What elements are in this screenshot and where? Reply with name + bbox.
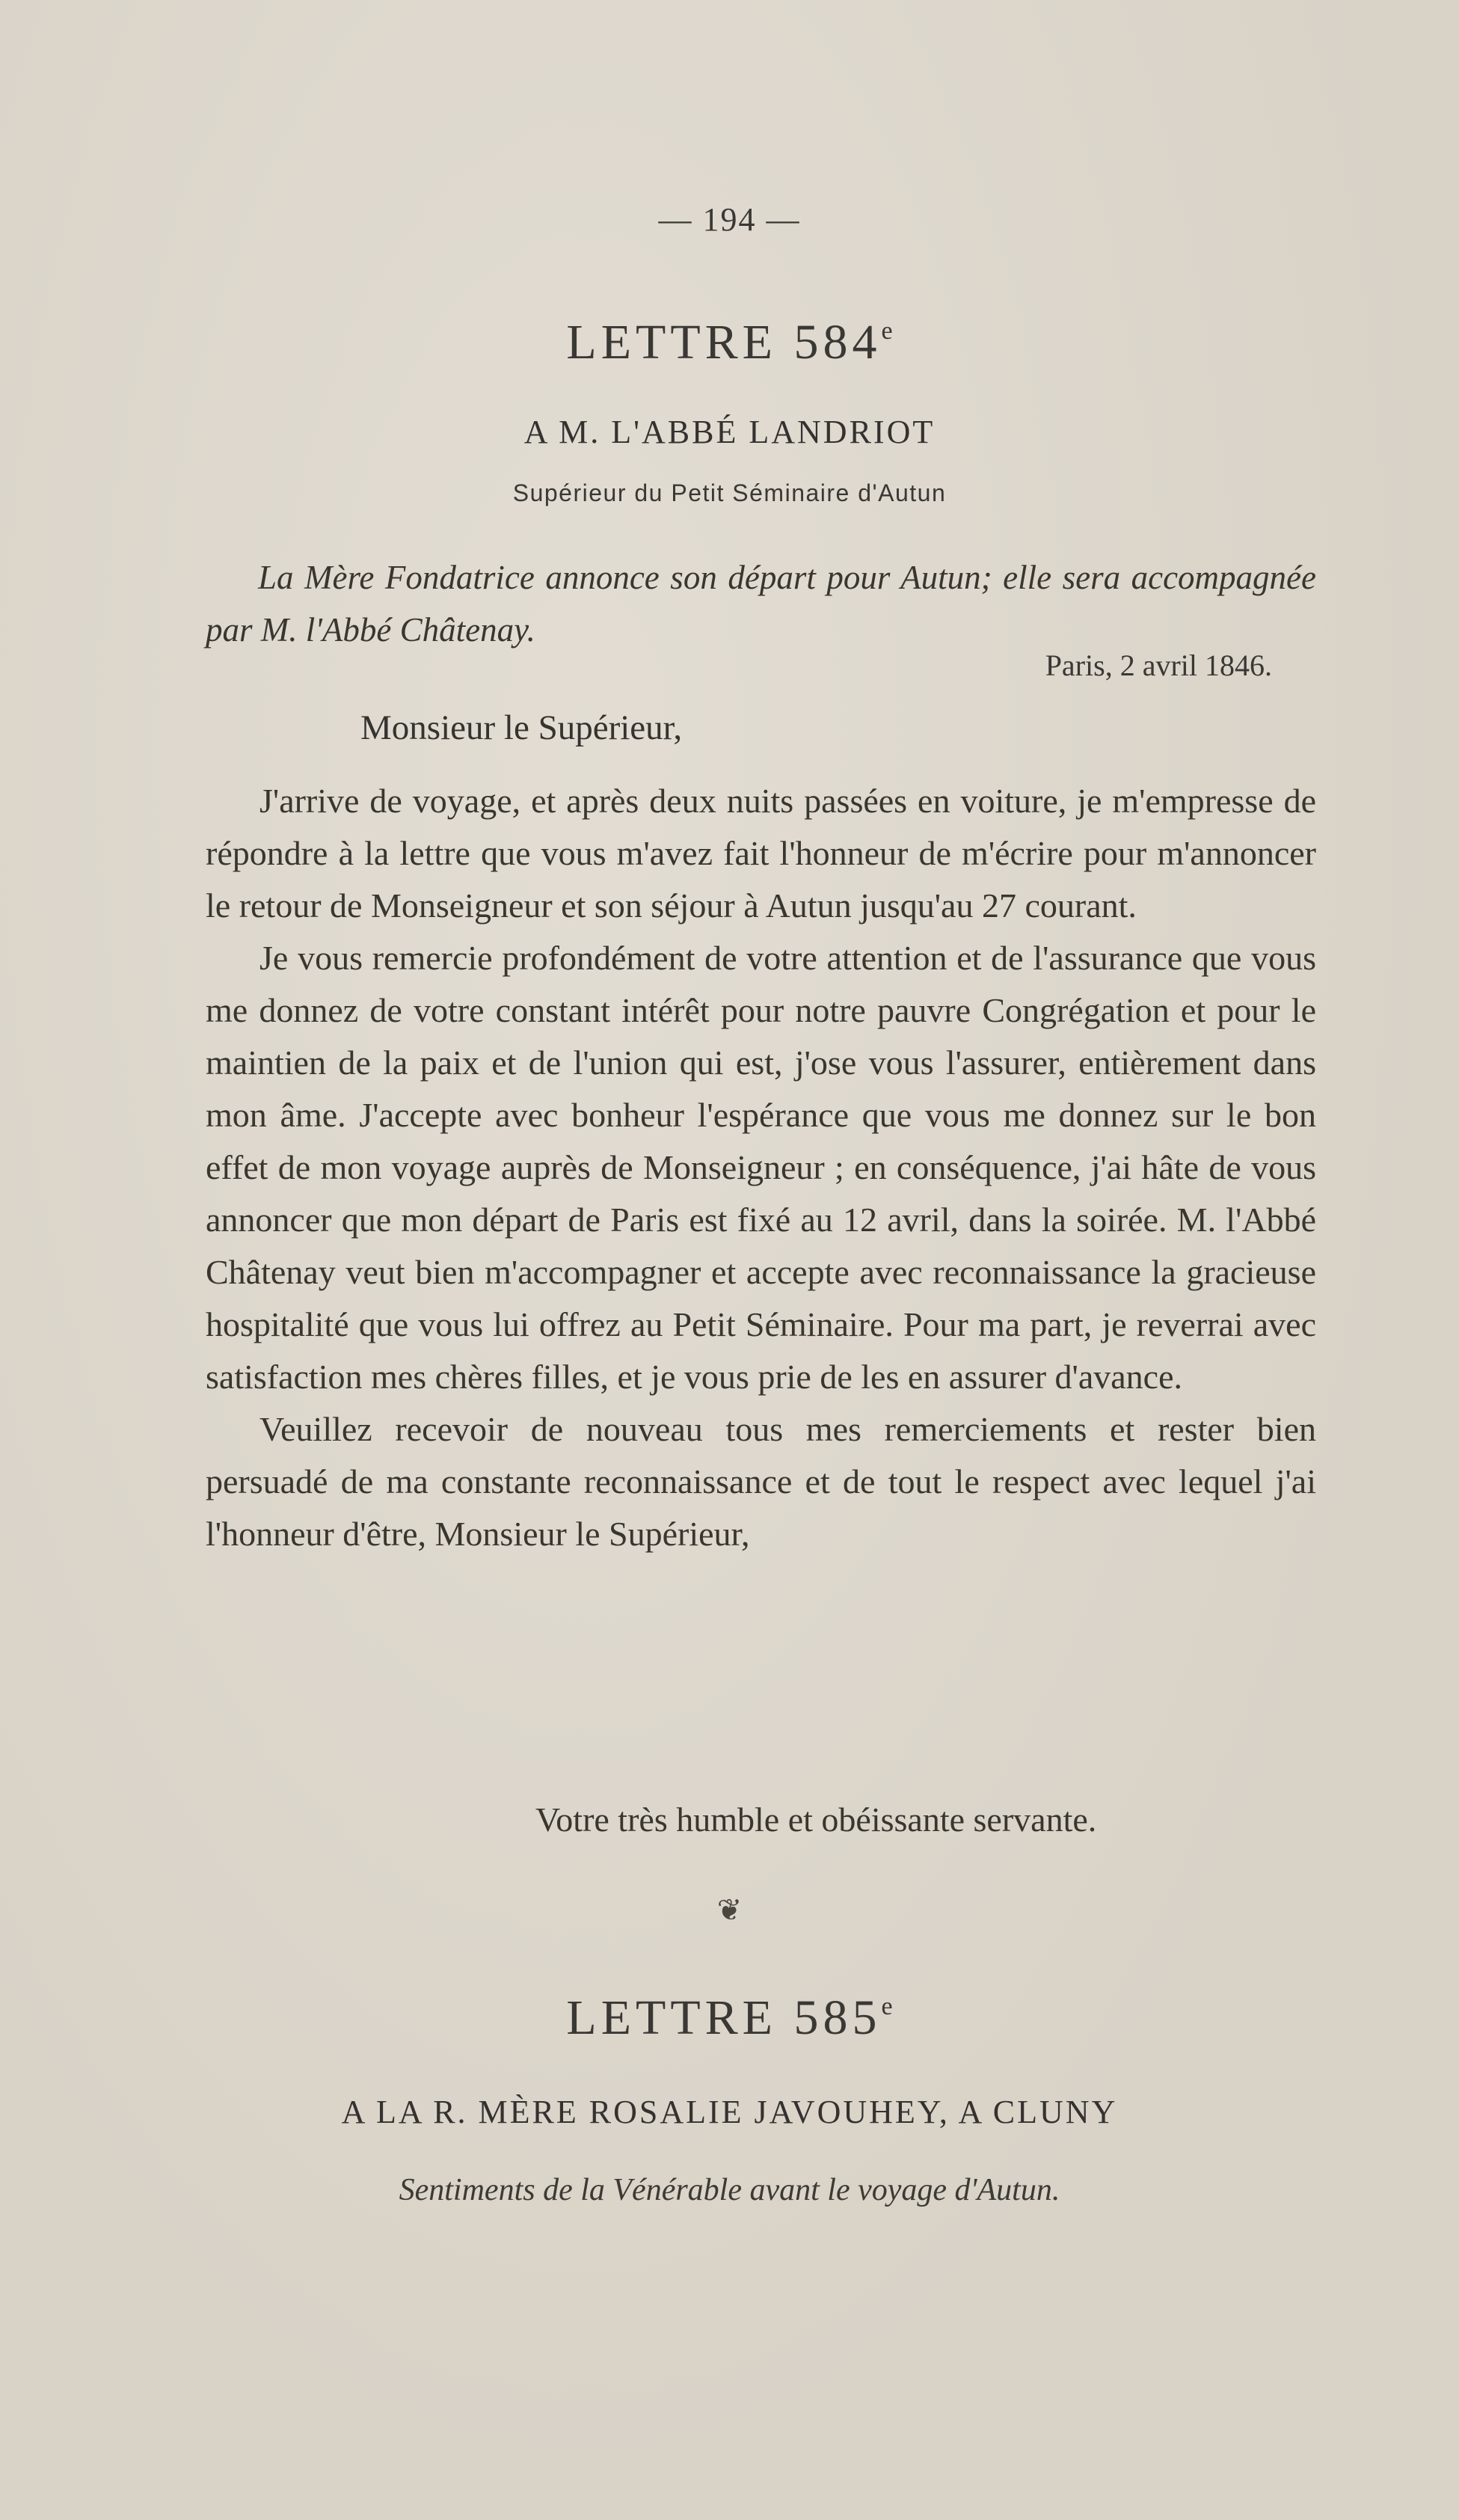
letter-585-title-text: LETTRE 585 — [566, 1990, 882, 2045]
body-paragraph-3: Veuillez recevoir de nouveau tous mes remerciements et rester bien persuadé de ma constante reconnaissance et de tout le respect avec lequel j'ai l'honneur d'être, Monsieur le Supérieur, — [206, 1410, 1316, 1553]
letter-584-title-superscript: e — [881, 317, 893, 345]
letter-584-body — [206, 775, 1316, 1560]
section-ornament-icon: ❦ — [716, 1893, 743, 1927]
letter-585-addressee: A LA R. MÈRE ROSALIE JAVOUHEY, A CLUNY — [341, 2094, 1118, 2130]
letter-584-title — [0, 314, 1459, 371]
letter-584-title-text: LETTRE 584 — [566, 315, 882, 370]
letter-584-subtitle: Supérieur du Petit Séminaire d'Autun — [512, 479, 947, 506]
page-number: — 194 — — [658, 201, 801, 238]
letter-584-closing: Votre très humble et obéissante servante. — [535, 1800, 1097, 1839]
body-paragraph-1: J'arrive de voyage, et après deux nuits passées en voiture, je m'empresse de répondre à la lettre que vous m'avez fait l'honneur de m'écrire pour m'annoncer le retour de Monseigneur et son séjour à Autun jusqu'au 27 courant. — [206, 782, 1316, 925]
letter-585-title — [0, 1990, 1459, 2047]
letter-585-summary: Sentiments de la Vénérable avant le voyage d'Autun. — [399, 2173, 1060, 2207]
letter-584-salutation: Monsieur le Supérieur, — [360, 708, 683, 747]
letter-584-summary: La Mère Fondatrice annonce son départ pour Autun; elle sera accompagnée par M. l'Abbé Châtenay. — [206, 559, 1316, 649]
letter-584-addressee: A M. L'ABBÉ LANDRIOT — [523, 414, 936, 450]
letter-585-title-superscript: e — [881, 1993, 893, 2020]
body-paragraph-2: Je vous remercie profondément de votre attention et de l'assurance que vous me donnez de votre constant intérêt pour notre pauvre Congrégation et pour le maintien de la paix et de l'union qui est, j'ose vous l'assurer, entièrement dans mon âme. J'accepte avec bonheur l'espérance que vous me donnez sur le bon effet de mon voyage auprès de Monseigneur ; en conséquence, j'ai hâte de vous annoncer que mon départ de Paris est fixé au 12 avril, dans la soirée. M. l'Abbé Châtenay veut bien m'accompagner et accepte avec reconnaissance la gracieuse hospitalité que vous lui offrez au Petit Séminaire. Pour ma part, je reverrai avec satisfaction mes chères filles, et je vous prie de les en assurer d'avance. — [206, 939, 1316, 1396]
letter-584-date: Paris, 2 avril 1846. — [1045, 649, 1272, 682]
